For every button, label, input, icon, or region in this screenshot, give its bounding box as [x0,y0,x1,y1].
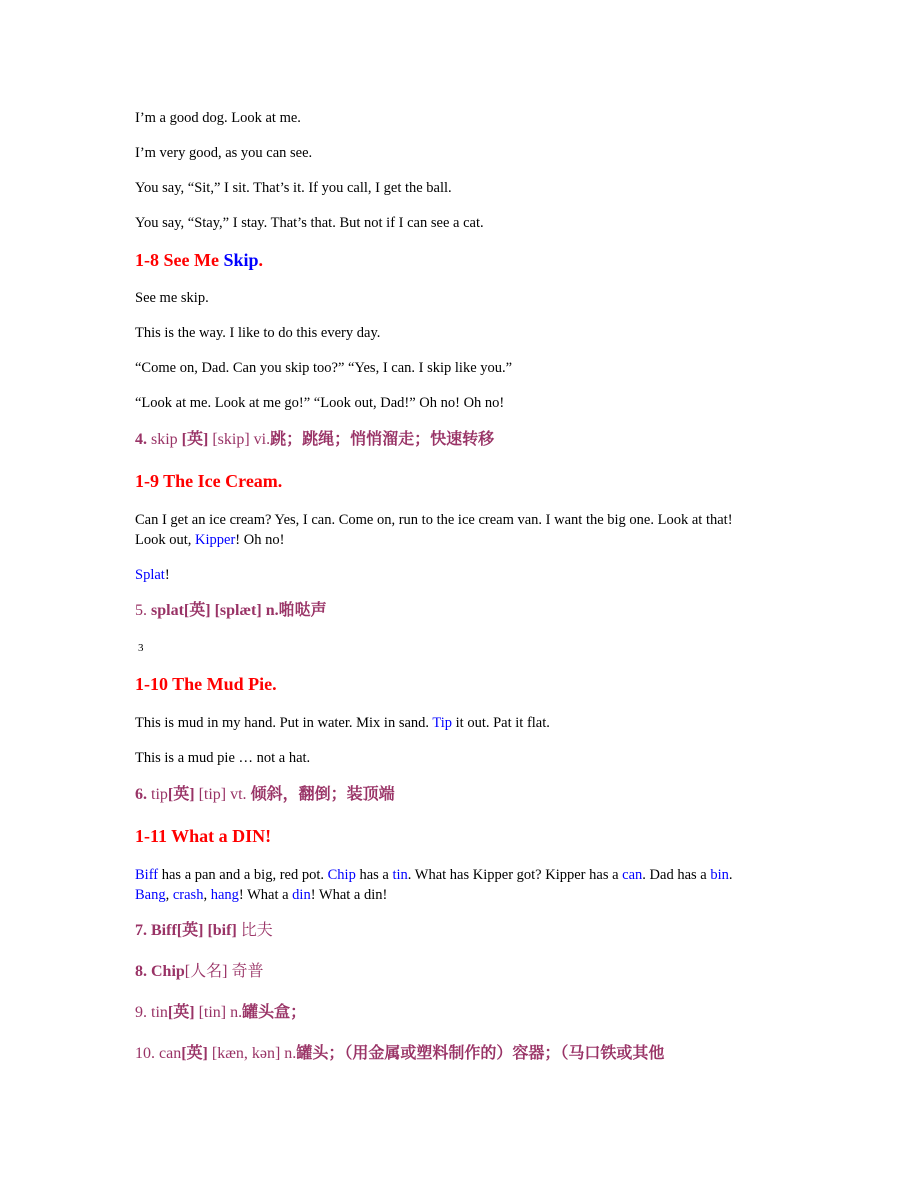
link-bang[interactable]: Bang [135,887,166,903]
section-heading-1-10: 1-10 The Mud Pie. [135,674,277,694]
story-line: This is mud in my hand. Put in water. Mix in sand. Tip it out. Pat it flat. [135,715,550,731]
link-bin[interactable]: bin [710,867,729,883]
vocab-entry-4: 4. skip [英] [skip] vi.跳；跳绳；悄悄溜走；快速转移 [135,431,495,448]
story-line: This is the way. I like to do this every day. [135,325,381,341]
section-heading-1-11: 1-11 What a DIN! [135,826,272,846]
vocab-entry-10: 10. can[英] [kæn, kən] n.罐头；（用金属或塑料制作的）容器；（马口铁或其他 [135,1045,665,1062]
page-number: 3 [138,642,144,654]
story-line: This is a mud pie … not a hat. [135,750,311,766]
vocab-entry-5: 5. splat[英] [splæt] n.啪哒声 [135,602,327,619]
link-can[interactable]: can [622,867,643,883]
story-line: I’m a good dog. Look at me. [135,110,301,126]
link-din[interactable]: din [292,887,311,903]
link-kipper[interactable]: Kipper [195,532,236,548]
story-line: Splat! [135,567,170,583]
link-chip[interactable]: Chip [327,867,356,883]
link-skip[interactable]: Skip [223,250,259,270]
story-line: Biff has a pan and a big, red pot. Chip has a tin. What has Kipper got? Kipper has a can. Dad has a bin. [135,867,733,883]
vocab-entry-8: 8. Chip[人名] 奇普 [135,963,264,980]
story-line: Bang, crash, hang! What a din! What a din! [135,887,388,903]
story-line: “Come on, Dad. Can you skip too?” “Yes, I can. I skip like you.” [135,360,513,376]
section-heading-1-8: 1-8 See Me Skip. [135,250,264,270]
link-hang[interactable]: hang [210,887,239,903]
vocab-entry-7: 7. Biff[英] [bif] 比夫 [135,922,273,939]
story-line: You say, “Sit,” I sit. That’s it. If you call, I get the ball. [135,180,452,196]
story-line: Look out, Kipper! Oh no! [135,532,285,548]
story-line: I’m very good, as you can see. [135,145,313,161]
story-line: Can I get an ice cream? Yes, I can. Come on, run to the ice cream van. I want the big one. Look at that! [135,512,733,528]
vocab-entry-6: 6. tip[英] [tip] vt. 倾斜，翻倒；装顶端 [135,786,395,803]
link-crash[interactable]: crash [172,887,204,903]
link-biff[interactable]: Biff [135,867,159,883]
story-line: “Look at me. Look at me go!” “Look out, Dad!” Oh no! Oh no! [135,395,505,411]
link-splat[interactable]: Splat [135,567,165,583]
vocab-entry-9: 9. tin[英] [tin] n.罐头盒； [135,1004,307,1021]
story-line: You say, “Stay,” I stay. That’s that. But not if I can see a cat. [135,215,484,231]
link-tip[interactable]: Tip [432,715,453,731]
section-heading-1-9: 1-9 The Ice Cream. [135,471,283,491]
story-line: See me skip. [135,290,209,306]
link-tin[interactable]: tin [392,867,408,883]
